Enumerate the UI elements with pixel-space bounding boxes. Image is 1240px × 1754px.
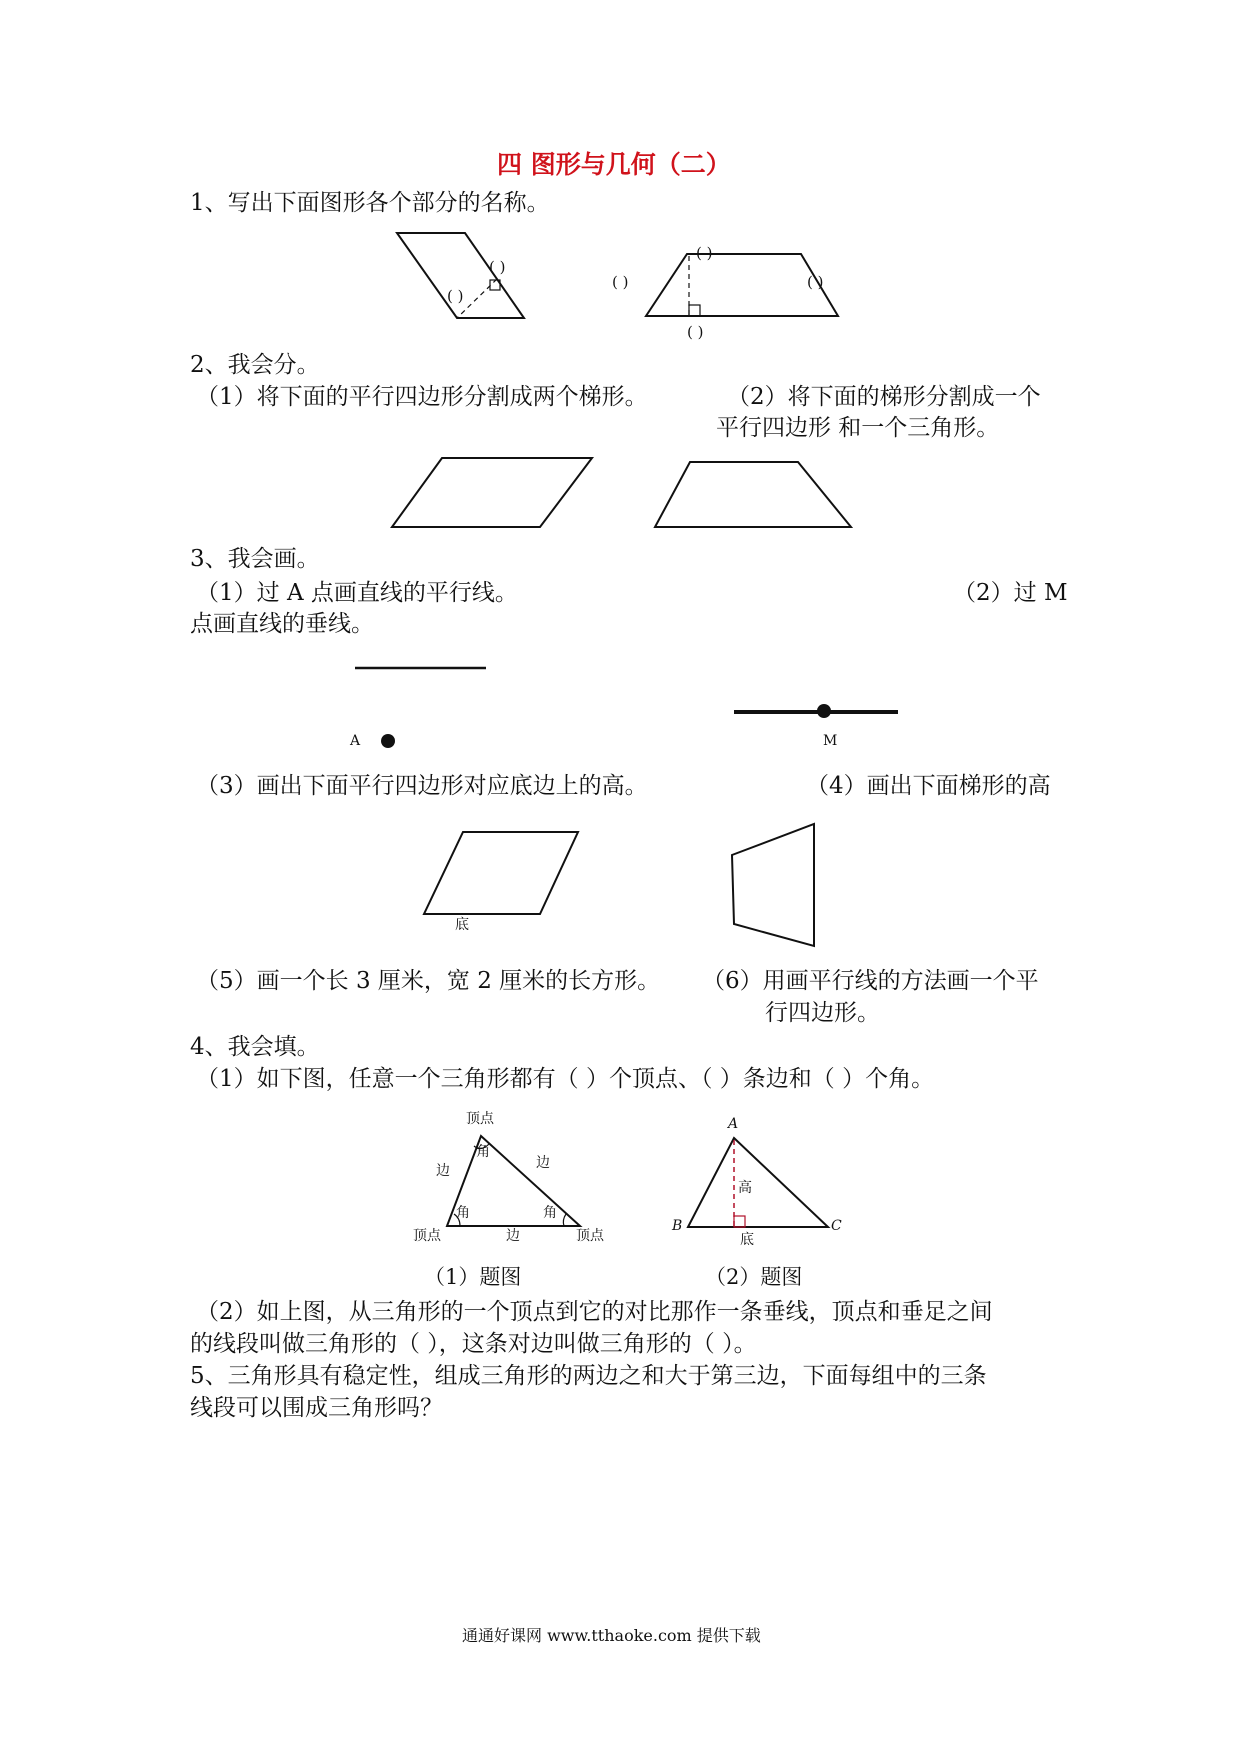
q4-heading: 4、我会填。	[190, 1034, 320, 1060]
q4-sub2-line2: 的线段叫做三角形的（ ），这条对边叫做三角形的（ ）。	[190, 1331, 757, 1357]
q2-heading: 2、我会分。	[190, 352, 320, 378]
q3-sub1: （1）过 A 点画直线的平行线。	[196, 580, 518, 606]
fig1-side-left: 边	[436, 1163, 450, 1179]
q2-parallelogram	[392, 458, 592, 527]
q1-blank-6: ( )	[687, 323, 704, 341]
q3-sub2-part1: （2）过 M	[953, 580, 1068, 606]
fig1-side-bottom: 边	[506, 1228, 520, 1244]
q1-trapezoid-right-angle	[689, 305, 700, 316]
fig2-label-c: C	[831, 1218, 842, 1234]
q1-blank-3: ( )	[696, 244, 713, 262]
q3-sub6-line2: 行四边形。	[765, 1000, 880, 1026]
q3-sub3: （3）画出下面平行四边形对应底边上的高。	[196, 773, 648, 799]
q3-point-m	[817, 704, 831, 718]
q3-sub6-line1: （6）用画平行线的方法画一个平	[702, 968, 1039, 994]
fig2-label-a: A	[728, 1116, 739, 1132]
page-title: 四 图形与几何（二）	[497, 150, 731, 179]
q3-trapezoid	[732, 824, 814, 946]
q4-angle-arc-right	[563, 1214, 566, 1226]
q2-sub2-line1: （2）将下面的梯形分割成一个	[727, 384, 1041, 410]
fig2-height-label: 高	[738, 1180, 752, 1196]
fig2-caption: （2）题图	[705, 1265, 803, 1289]
page-footer: 通通好课网 www.tthaoke.com 提供下载	[462, 1626, 761, 1645]
q4-sub2-line1: （2）如上图，从三角形的一个顶点到它的对比那作一条垂线，顶点和垂足之间	[196, 1299, 993, 1325]
fig2-label-b: B	[672, 1218, 683, 1234]
q2-sub1: （1）将下面的平行四边形分割成两个梯形。	[196, 384, 648, 410]
q2-trapezoid	[655, 462, 851, 527]
q5-line1: 5、三角形具有稳定性，组成三角形的两边之和大于第三边，下面每组中的三条	[190, 1363, 987, 1389]
q1-blank-4: ( )	[612, 273, 629, 291]
q3-label-a: A	[350, 733, 361, 749]
fig1-vertex-right: 顶点	[576, 1228, 604, 1244]
fig1-vertex-top: 顶点	[466, 1111, 494, 1127]
q5-line2: 线段可以围成三角形吗？	[190, 1395, 443, 1421]
q4-triangle-2-right-angle	[734, 1216, 745, 1227]
fig1-angle-left: 角	[456, 1205, 470, 1221]
q1-blank-2: ( )	[447, 287, 464, 305]
q3-base-label: 底	[455, 917, 469, 933]
q3-sub2-part2: 点画直线的垂线。	[190, 611, 374, 637]
q2-sub2-line2: 平行四边形 和一个三角形。	[716, 415, 1000, 441]
fig1-vertex-left: 顶点	[413, 1228, 441, 1244]
fig2-base-label: 底	[740, 1232, 754, 1248]
fig1-angle-top: 角	[476, 1144, 490, 1160]
q1-blank-1: ( )	[489, 258, 506, 276]
q3-sub4: （4）画出下面梯形的高	[806, 773, 1051, 799]
q3-parallelogram	[424, 832, 578, 914]
q1-blank-5: ( )	[807, 273, 824, 291]
fig1-angle-right: 角	[543, 1205, 557, 1221]
q3-point-a	[381, 734, 395, 748]
q3-label-m: M	[823, 733, 838, 749]
q1-heading: 1、写出下面图形各个部分的名称。	[190, 190, 550, 216]
q3-heading: 3、我会画。	[190, 546, 320, 572]
q4-triangle-2	[688, 1138, 828, 1227]
q4-sub1: （1）如下图，任意一个三角形都有（ ）个顶点、（ ）条边和（ ）个角。	[196, 1066, 935, 1092]
fig1-caption: （1）题图	[424, 1265, 522, 1289]
q3-sub5: （5）画一个长 3 厘米，宽 2 厘米的长方形。	[196, 968, 661, 994]
fig1-side-right: 边	[536, 1155, 550, 1171]
